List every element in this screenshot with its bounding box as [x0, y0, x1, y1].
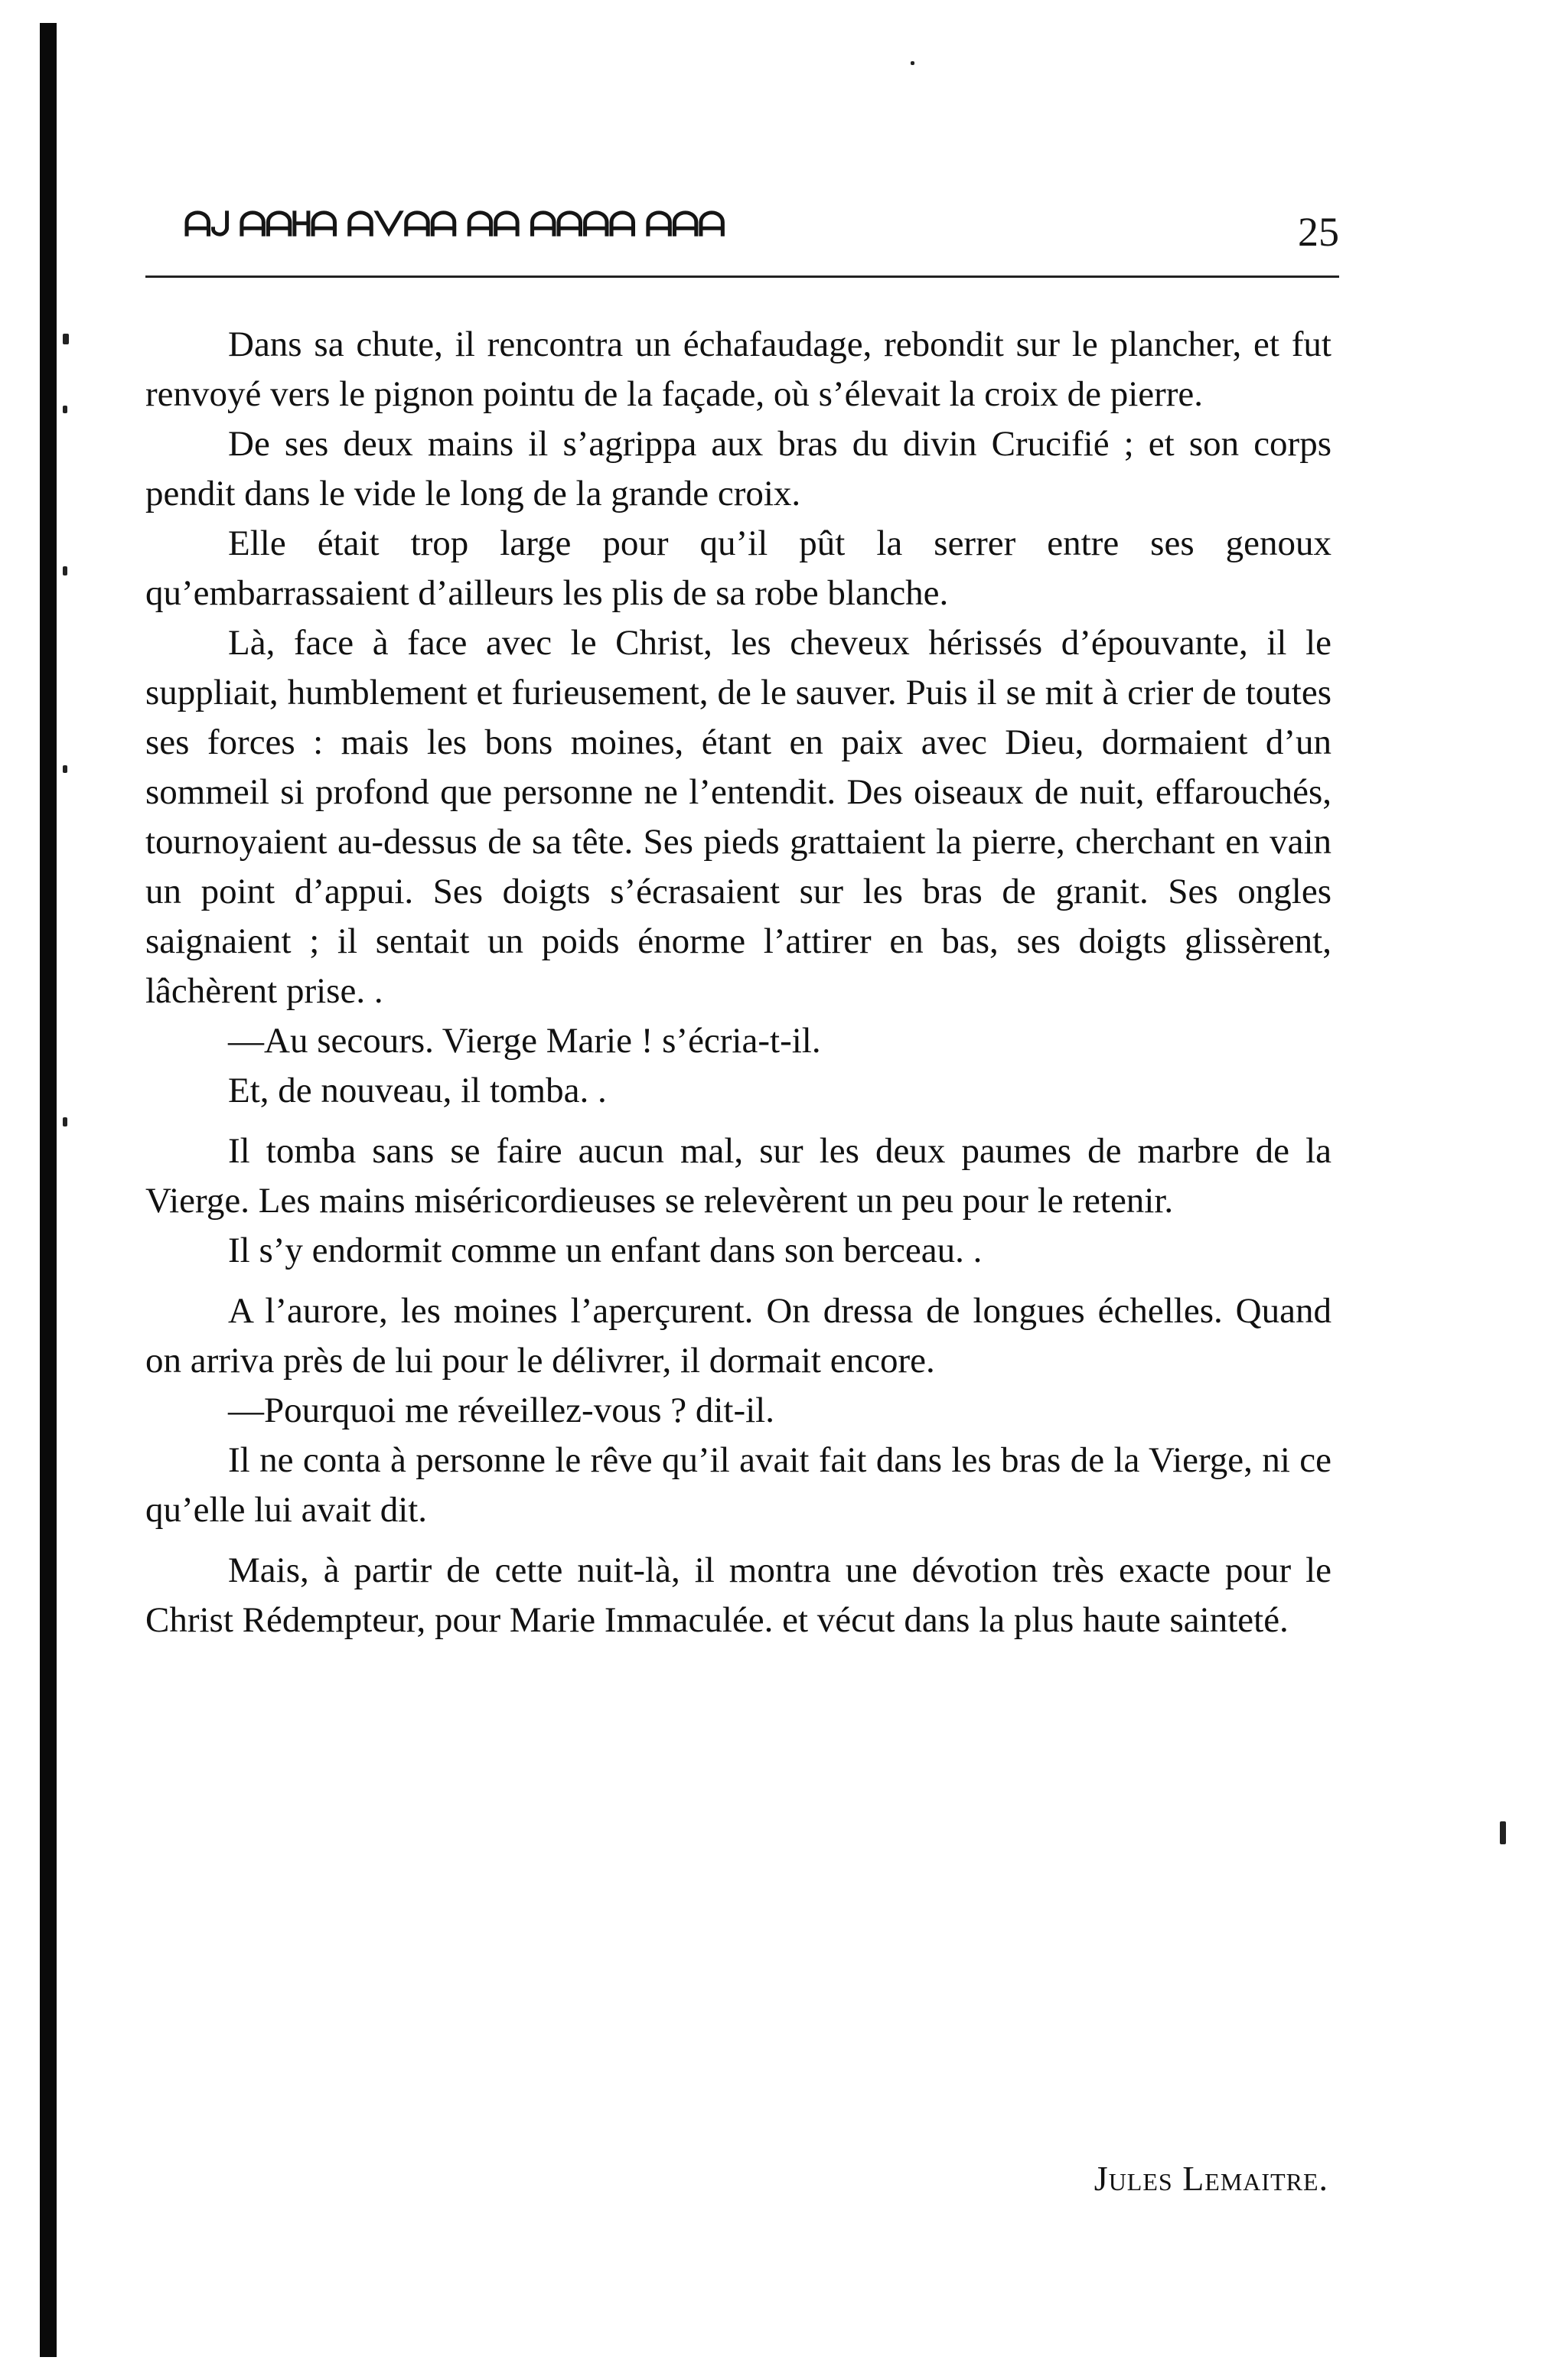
paragraph: Et, de nouveau, il tomba. . — [228, 1071, 607, 1110]
running-head-ornamental: ᗩᒍ ᗩᗩᕼᗩ ᗩᐯᗩᗩ ᗩᗩ ᗩᗩᗩᗩ ᗩᗩᗩ — [184, 205, 725, 244]
edge-speck — [911, 61, 914, 65]
edge-speck — [63, 334, 69, 344]
edge-speck — [63, 566, 67, 575]
paragraph: Elle était trop large pour qu’il pût la serrer entre ses genoux qu’embarrassaient d’ailleurs les plis de sa robe blanche. — [145, 523, 1331, 613]
edge-speck — [63, 1117, 67, 1126]
page-header — [184, 205, 1339, 259]
paragraph: De ses deux mains il s’agrippa aux bras du divin Crucifié ; et son corps pendit dans le vide le long de la grande croix. — [145, 424, 1331, 513]
paragraph: Mais, à partir de cette nuit-là, il montra une dévotion très exacte pour le Christ Rédempteur, pour Marie Immaculée. et vécut dans la plus haute sainteté. — [145, 1550, 1331, 1640]
edge-speck — [1500, 1821, 1506, 1844]
paragraph: —Au secours. Vierge Marie ! s’écria-t-il. — [228, 1021, 821, 1061]
paragraph: —Pourquoi me réveillez-vous ? dit-il. — [228, 1391, 774, 1430]
page-number: 25 — [1298, 209, 1339, 255]
paragraph: Il ne conta à personne le rêve qu’il avait fait dans les bras de la Vierge, ni ce qu’elle lui avait dit. — [145, 1440, 1331, 1530]
paragraph: A l’aurore, les moines l’aperçurent. On dressa de longues échelles. Quand on arriva près de lui pour le délivrer, il dormait encore. — [145, 1291, 1331, 1381]
edge-speck — [63, 406, 67, 413]
paragraph: Dans sa chute, il rencontra un échafaudage, rebondit sur le plancher, et fut renvoyé vers le pignon pointu de la façade, où s’élevait la croix de pierre. — [145, 324, 1331, 414]
body-text — [145, 320, 1331, 1645]
paragraph: Il tomba sans se faire aucun mal, sur les deux paumes de marbre de la Vierge. Les mains miséricordieuses se relevèrent un peu pour le retenir. — [145, 1131, 1331, 1221]
header-rule — [145, 275, 1339, 278]
paragraph: Il s’y endormit comme un enfant dans son berceau. . — [228, 1231, 983, 1270]
paragraph: Là, face à face avec le Christ, les cheveux hérissés d’épouvante, il le suppliait, humblement et furieusement, de le sauver. Puis il se mit à crier de toutes ses forces : mais les bons moines, étant en paix avec Dieu, dormaient d’un sommeil si profond que personne ne l’entendit. Des oiseaux de nuit, effarouchés, tournoyaient au-dessus de sa tête. Ses pieds grattaient la pierre, cherchant en vain un point d’appui. Ses doigts s’écrasaient sur les bras de granit. Ses ongles saignaient ; il sentait un poids énorme l’attirer en bas, ses doigts glissèrent, lâchèrent prise. . — [145, 623, 1331, 1011]
author-signature: Jules Lemaitre. — [1094, 2159, 1328, 2198]
edge-speck — [63, 765, 67, 773]
page-binding-edge — [40, 23, 57, 2357]
